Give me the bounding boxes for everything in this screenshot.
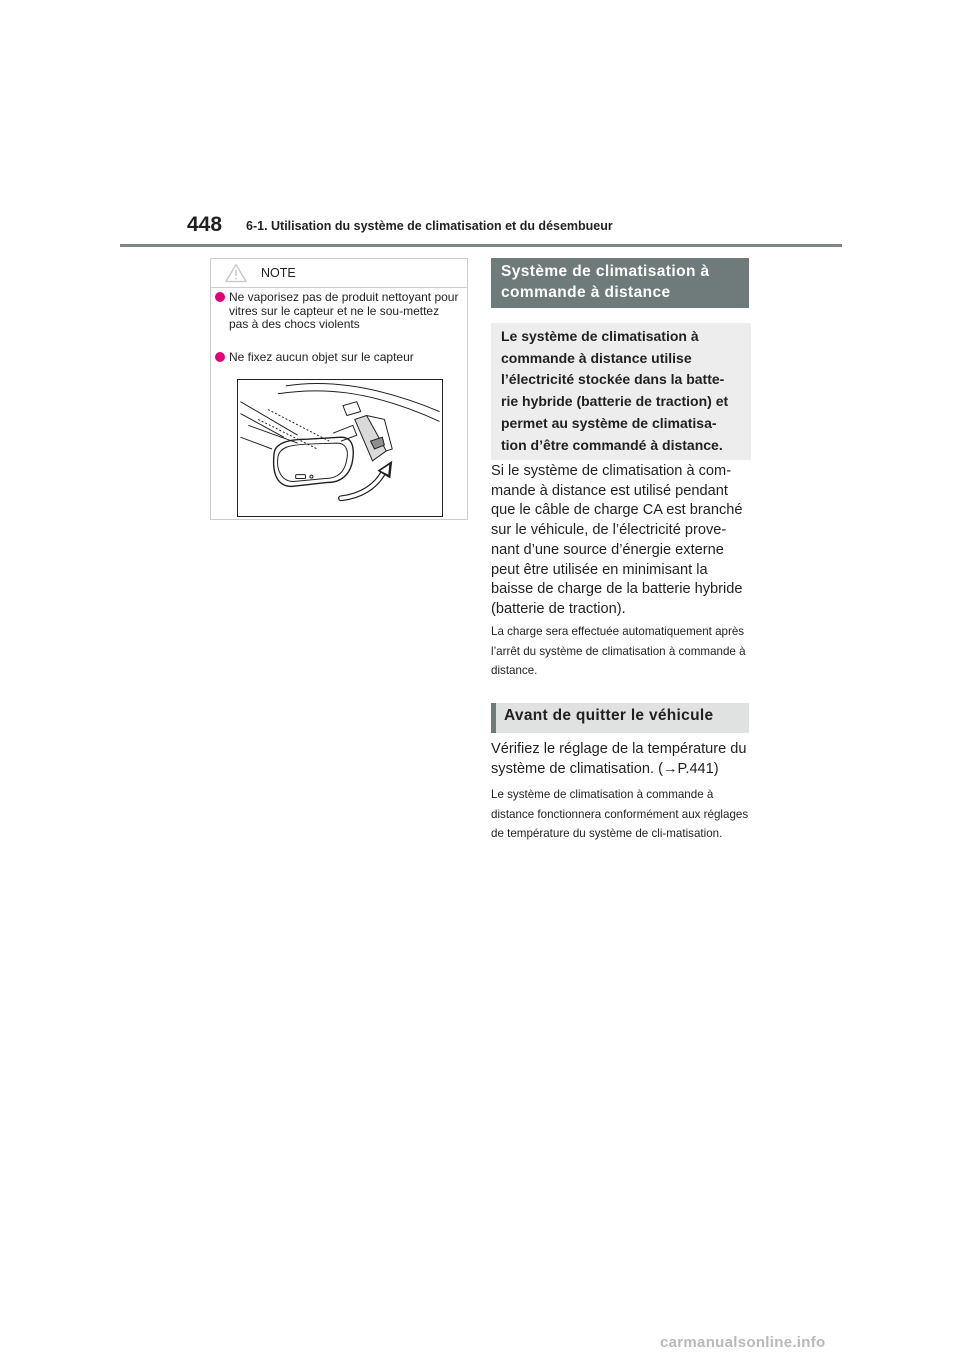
- bullet-icon: [215, 352, 225, 362]
- small-note: La charge sera effectuée automatiquement après l’arrêt du système de climatisation à commande à distance.: [491, 625, 746, 677]
- section-banner-remote-ac: Système de climatisation à commande à distance: [491, 258, 749, 308]
- bullet-icon: [215, 292, 225, 302]
- summary-box: Le système de climatisation à commande à distance utilise l’électricité stockée dans la batte-rie hybride (batterie de traction) et permet au système de climatisa-tion d’être commandé à distance.: [491, 323, 751, 460]
- small-note: Le système de climatisation à commande à distance fonctionnera conformément aux réglages de température du système de cli-matisation.: [491, 788, 749, 840]
- watermark: carmanualsonline.info: [660, 1334, 826, 1351]
- sensor-mirror-illustration: [237, 379, 443, 517]
- note-list-item: [215, 291, 461, 332]
- body-paragraph: Si le système de climatisation à com-mande à distance est utilisé pendant que le câble de charge CA est branché sur le véhicule, de l’électricité prove-nant d’une source d’énergie externe peut être utilisée en minimisant la baisse de charge de la batterie hybride (batterie de traction).: [491, 463, 743, 617]
- section-header: 6-1. Utilisation du système de climatisation et du désembueur: [246, 219, 613, 233]
- header-rule: [120, 244, 842, 247]
- warning-triangle-icon: [225, 263, 247, 283]
- page-number: 448: [187, 213, 223, 236]
- body-paragraph: Vérifiez le réglage de la température du système de climatisation. (→P.441): [491, 741, 747, 777]
- note-box: [210, 258, 468, 520]
- note-item-text: Ne fixez aucun objet sur le capteur: [229, 350, 414, 364]
- note-title: NOTE: [261, 266, 296, 280]
- note-list-item: [215, 351, 461, 365]
- note-header: [211, 259, 467, 288]
- section-banner-before-leaving: Avant de quitter le véhicule: [491, 703, 749, 733]
- note-item-text: Ne vaporisez pas de produit nettoyant pour vitres sur le capteur et ne le sou-mettez pas à des chocs violents: [229, 290, 459, 331]
